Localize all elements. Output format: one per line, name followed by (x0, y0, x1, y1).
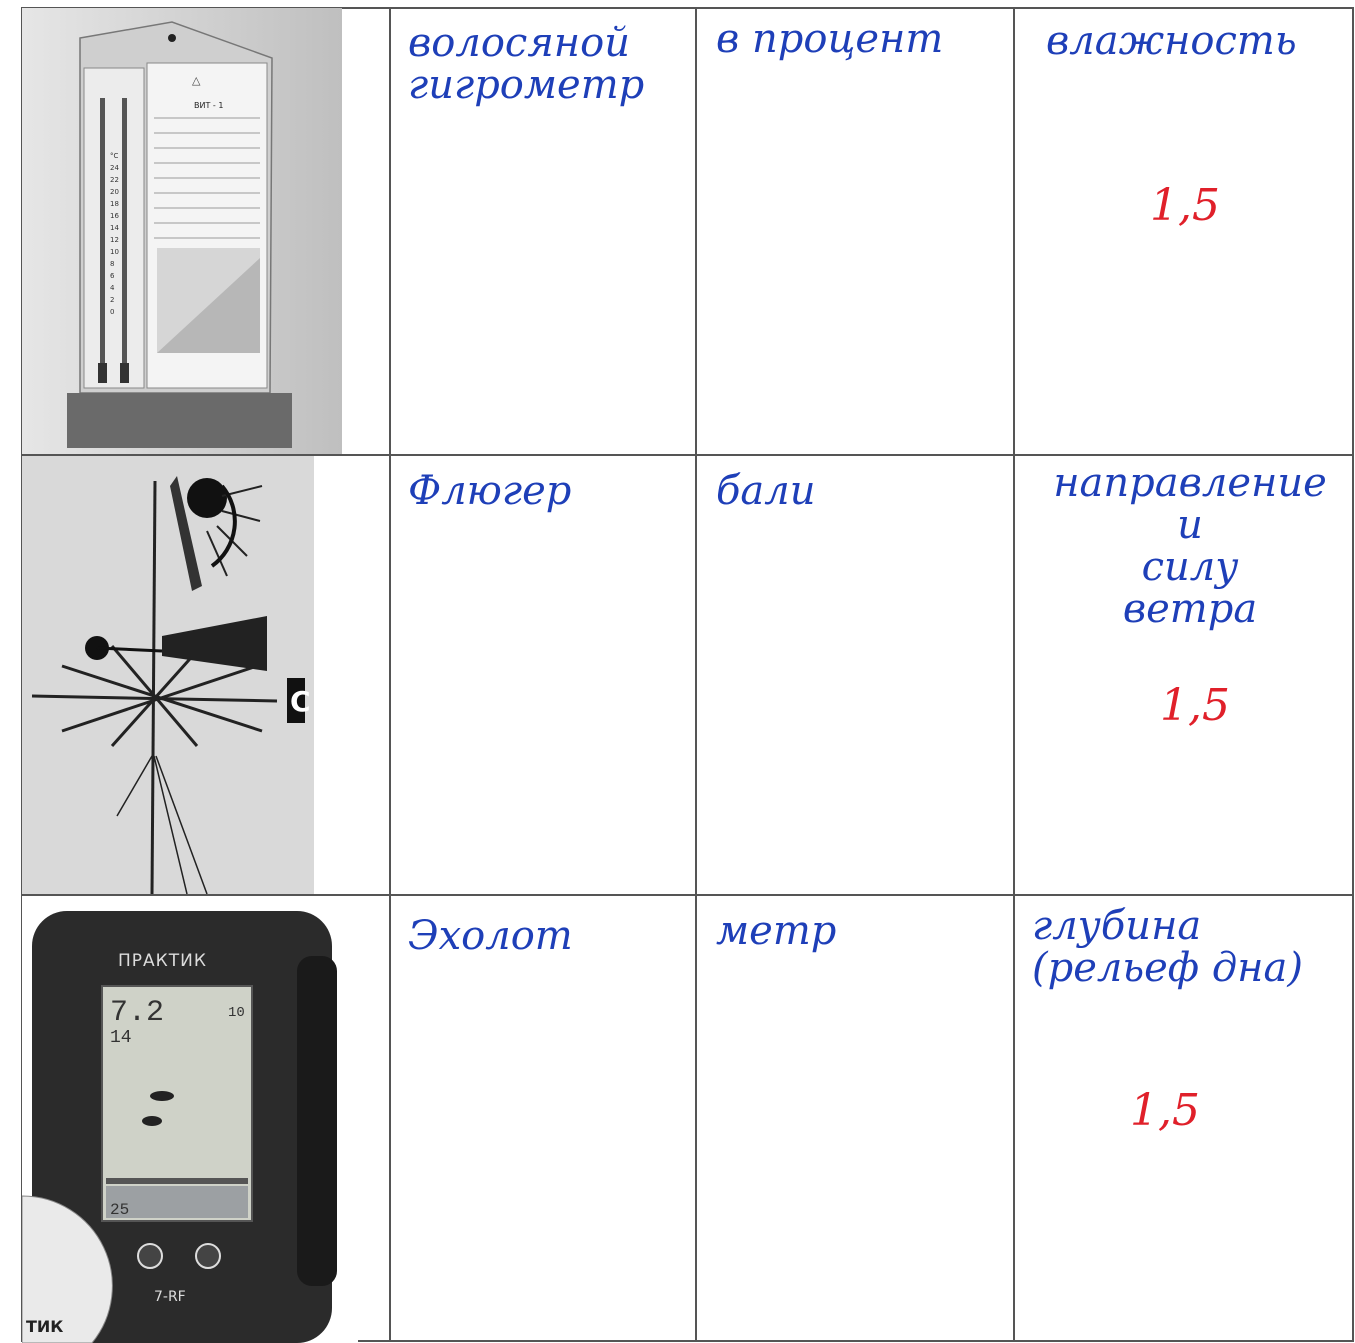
unit-name: в процент (716, 16, 944, 62)
transducer-brand: ТИК (26, 1317, 64, 1336)
hygro-scale-label: 18 (110, 200, 119, 208)
range-reading: 10 (228, 1005, 245, 1021)
grade-mark: 1,5 (1130, 1085, 1200, 1136)
hygro-scale-label: 6 (110, 272, 115, 280)
hygro-model-label: ВИТ - 1 (194, 101, 224, 110)
hygro-scale-label: 12 (110, 236, 119, 244)
logo-icon: △ (192, 74, 201, 87)
measured-quantity: влажность (1046, 18, 1297, 64)
hygro-scale-label: 22 (110, 176, 119, 184)
hygro-scale-label: 8 (110, 260, 115, 268)
hygro-scale-unit: °C (110, 152, 119, 160)
hygro-scale-label: 14 (110, 224, 119, 232)
grade-mark: 1,5 (1160, 680, 1230, 731)
depth-reading: 7.2 (110, 996, 165, 1030)
device-model: 7-RF (154, 1289, 186, 1305)
hygro-scale-label: 20 (110, 188, 119, 196)
power-button-icon (196, 1244, 220, 1268)
grade-mark: 1,5 (1150, 180, 1220, 231)
instrument-name: Эхолот (408, 913, 573, 959)
unit-name: метр (716, 908, 837, 954)
hygro-scale-label: 24 (110, 164, 119, 172)
instrument-name: Флюгер (408, 468, 572, 514)
hygrometer-photo (22, 8, 342, 454)
hygro-scale-label: 2 (110, 296, 115, 304)
instrument-name: волосяной гигрометр (408, 20, 645, 108)
device-brand: ПРАКТИК (118, 951, 207, 971)
temperature-reading: 14 (110, 1028, 132, 1048)
unit-name: бали (716, 468, 816, 514)
echo-sounder-photo (22, 896, 358, 1343)
mode-button-icon (138, 1244, 162, 1268)
measured-quantity: глубина (рельеф дна) (1032, 903, 1303, 991)
hygro-scale-label: 0 (110, 308, 115, 316)
measured-quantity: направление и силу ветра (1053, 460, 1327, 632)
hygro-scale-label: 10 (110, 248, 119, 256)
north-marker-label: С (290, 685, 311, 718)
bottom-depth-reading: 25 (110, 1201, 130, 1219)
hygro-scale-label: 16 (110, 212, 119, 220)
hygro-scale-label: 4 (110, 284, 115, 292)
weather-vane-photo (22, 456, 314, 894)
